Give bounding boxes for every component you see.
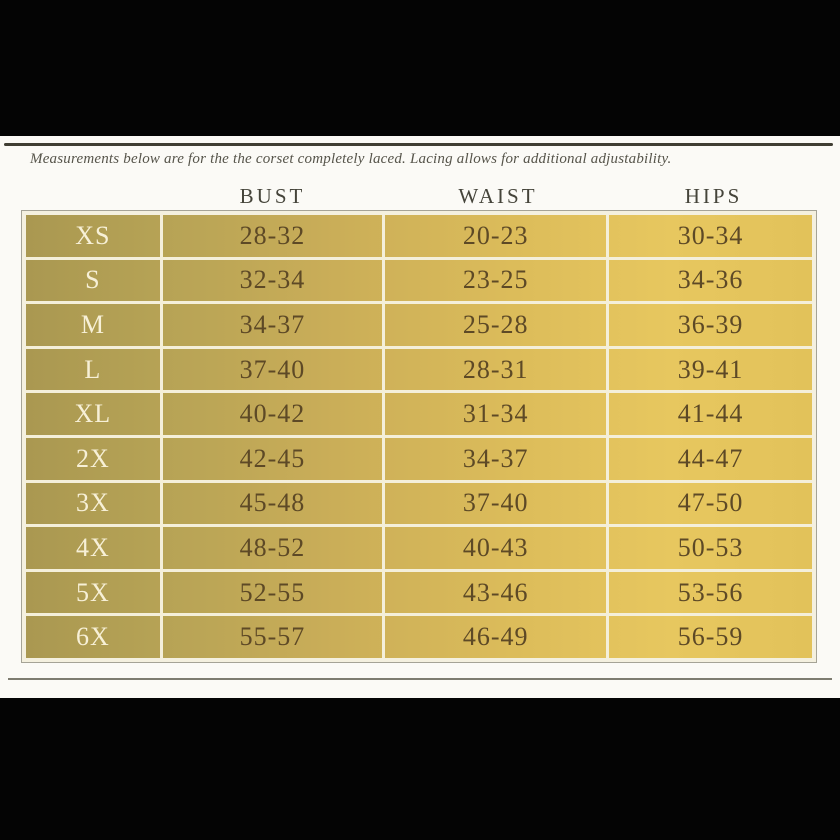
- bust-cell: 37-40: [163, 349, 385, 391]
- table-row-5x: [26, 569, 812, 614]
- column-header-size-spacer: [22, 184, 160, 209]
- table-row-2x: [26, 435, 812, 480]
- measurement-note: Measurements below are for the the corset completely laced. Lacing allows for additional adjustability.: [30, 151, 672, 167]
- hips-cell: 36-39: [677, 309, 744, 339]
- size-cell: 3X: [26, 483, 163, 525]
- table-row-3x: [26, 480, 812, 525]
- bust-cell: 34-37: [163, 304, 385, 346]
- waist-cell: 25-28: [385, 304, 609, 346]
- table-row-s: [26, 257, 812, 302]
- column-header-bust: BUST: [239, 184, 306, 208]
- hips-cell: 47-50: [677, 488, 744, 518]
- bottom-divider-rule: [8, 678, 832, 680]
- size-cell: 2X: [26, 438, 163, 480]
- waist-cell: 28-31: [385, 349, 609, 391]
- bust-cell: 28-32: [163, 215, 385, 257]
- waist-cell: 37-40: [385, 483, 609, 525]
- column-headers-row: [22, 184, 816, 209]
- hips-cell: 44-47: [677, 443, 744, 473]
- table-row-m: [26, 301, 812, 346]
- top-divider-rule: [4, 143, 833, 146]
- size-chart-table: [22, 211, 816, 662]
- hips-cell: 50-53: [677, 532, 744, 562]
- waist-cell: 20-23: [385, 215, 609, 257]
- top-letterbox-bar: [0, 0, 840, 136]
- bust-cell: 45-48: [163, 483, 385, 525]
- bust-cell: 48-52: [163, 527, 385, 569]
- hips-cell: 34-36: [677, 265, 744, 295]
- waist-cell: 31-34: [385, 393, 609, 435]
- size-cell: S: [26, 260, 163, 302]
- bust-cell: 42-45: [163, 438, 385, 480]
- size-cell: 6X: [26, 616, 163, 658]
- size-cell: L: [26, 349, 163, 391]
- bust-cell: 32-34: [163, 260, 385, 302]
- waist-cell: 46-49: [385, 616, 609, 658]
- column-header-waist: WAIST: [458, 184, 538, 208]
- table-row-l: [26, 346, 812, 391]
- size-cell: M: [26, 304, 163, 346]
- hips-cell: 41-44: [677, 399, 744, 429]
- bust-cell: 52-55: [163, 572, 385, 614]
- table-row-xs: [26, 215, 812, 257]
- table-row-6x: [26, 613, 812, 658]
- hips-cell: 39-41: [677, 354, 744, 384]
- hips-cell: 56-59: [677, 622, 744, 652]
- bottom-letterbox-bar: [0, 698, 840, 840]
- table-row-xl: [26, 390, 812, 435]
- waist-cell: 40-43: [385, 527, 609, 569]
- size-cell: 5X: [26, 572, 163, 614]
- column-header-hips: HIPS: [684, 184, 743, 208]
- hips-cell: 30-34: [677, 220, 744, 250]
- size-cell: 4X: [26, 527, 163, 569]
- waist-cell: 23-25: [385, 260, 609, 302]
- hips-cell: 53-56: [677, 577, 744, 607]
- size-cell: XL: [26, 393, 163, 435]
- bust-cell: 40-42: [163, 393, 385, 435]
- table-row-4x: [26, 524, 812, 569]
- bust-cell: 55-57: [163, 616, 385, 658]
- waist-cell: 34-37: [385, 438, 609, 480]
- waist-cell: 43-46: [385, 572, 609, 614]
- size-cell: XS: [26, 215, 163, 257]
